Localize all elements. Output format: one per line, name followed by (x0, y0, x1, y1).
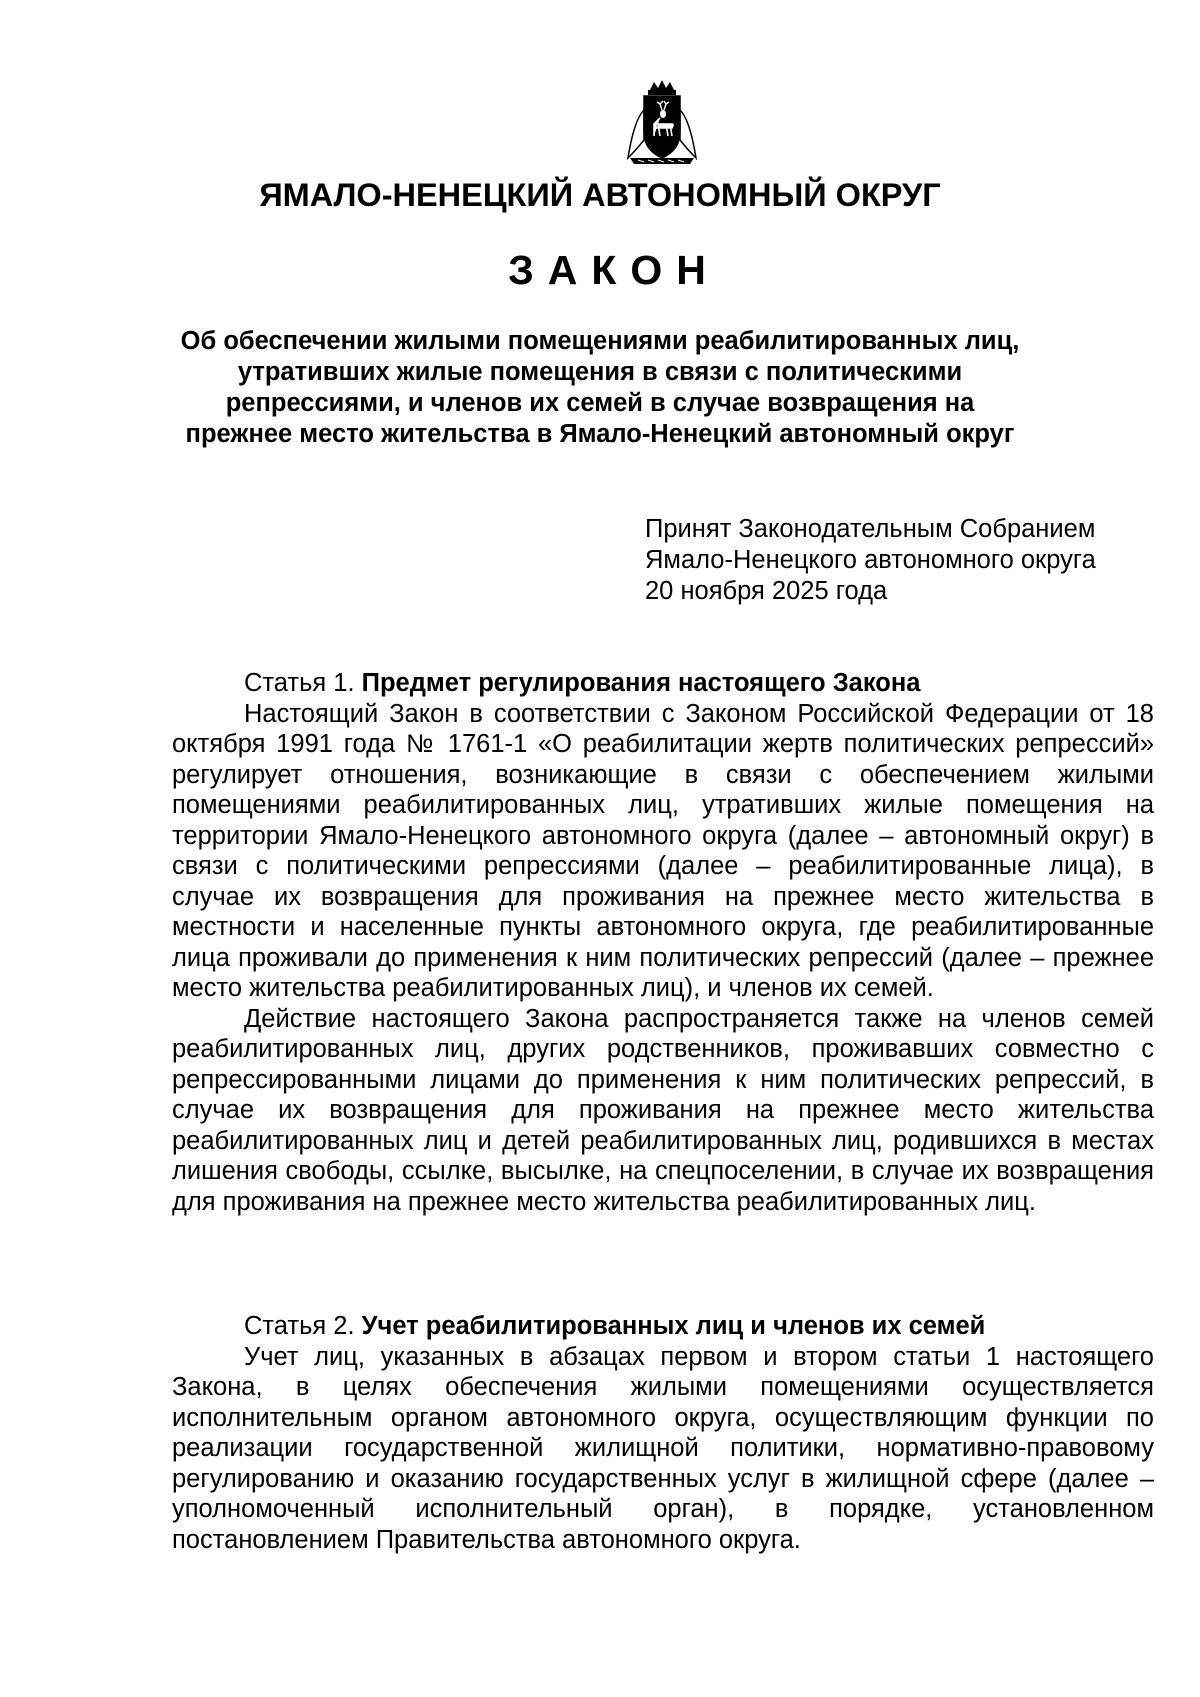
article-heading (172, 1311, 1154, 1342)
adoption-line: Ямало-Ненецкого автономного округа (645, 546, 1096, 574)
article-2 (172, 1311, 1154, 1555)
article-title: Предмет регулирования настоящего Закона (361, 669, 921, 697)
article-paragraph: Настоящий Закон в соответствии с Законом Российской Федерации от 18 октября 1991 года № 1761-1 «О реабилитации жертв политических репрессий» регулирует отношения, возникающие в связи с обеспечением жилыми помещениями реабилитированных лиц, утративших жилые помещения на территории Ямало-Ненецкого автономного округа (далее – автономный округ) в связи с политическими репрессиями (далее – реабилитированные лица), в случае их возвращения для проживания на прежнее место жительства в местности и населенные пункты автономного округа, где реабилитированные лица проживали до применения к ним политических репрессий (далее – прежнее место жительства реабилитированных лиц), и членов их семей. (172, 699, 1154, 1002)
document-type-heading: ЗАКОН (508, 247, 720, 293)
article-paragraph: Учет лиц, указанных в абзацах первом и втором статьи 1 настоящего Закона, в целях обеспечения жилыми помещениями осуществляется исполнительным органом автономного округа, осуществляющим функции по реализации государственной жилищной политики, нормативно-правовому регулированию и оказанию государственных услуг в жилищной сфере (далее – уполномоченный исполнительный орган), в порядке, установленном постановлением Правительства автономного округа. (172, 1342, 1154, 1554)
article-paragraph: Действие настоящего Закона распространяется также на членов семей реабилитированных лиц, других родственников, проживавших совместно с репрессированными лицами до применения к ним политических репрессий, в случае их возвращения для проживания на прежнее место жительства реабилитированных лиц и детей реабилитированных лиц, родившихся в местах лишения свободы, ссылке, высылке, на спецпоселении, в случае их возвращения для проживания на прежнее место жительства реабилитированных лиц. (172, 1004, 1154, 1216)
coat-of-arms-emblem (624, 80, 700, 166)
adoption-line: Принят Законодательным Собранием (645, 515, 1096, 543)
article-label: Статья 2. (244, 1312, 355, 1340)
article-1 (172, 668, 1154, 1217)
article-title: Учет реабилитированных лиц и членов их семей (361, 1312, 986, 1340)
law-title: Об обеспечении жилыми помещениями реабилитированных лиц, утративших жилые помещения в связи с политическими репрессиями, и членов их семей в случае возвращения на прежнее место жительства в Ямало-Ненецкий автономный округ (180, 327, 1020, 448)
article-label: Статья 1. (244, 669, 355, 697)
adoption-date: 20 ноября 2025 года (645, 577, 888, 605)
region-heading: ЯМАЛО-НЕНЕЦКИЙ АВТОНОМНЫЙ ОКРУГ (259, 177, 941, 213)
article-heading (172, 668, 1154, 699)
adoption-block (645, 514, 1096, 607)
